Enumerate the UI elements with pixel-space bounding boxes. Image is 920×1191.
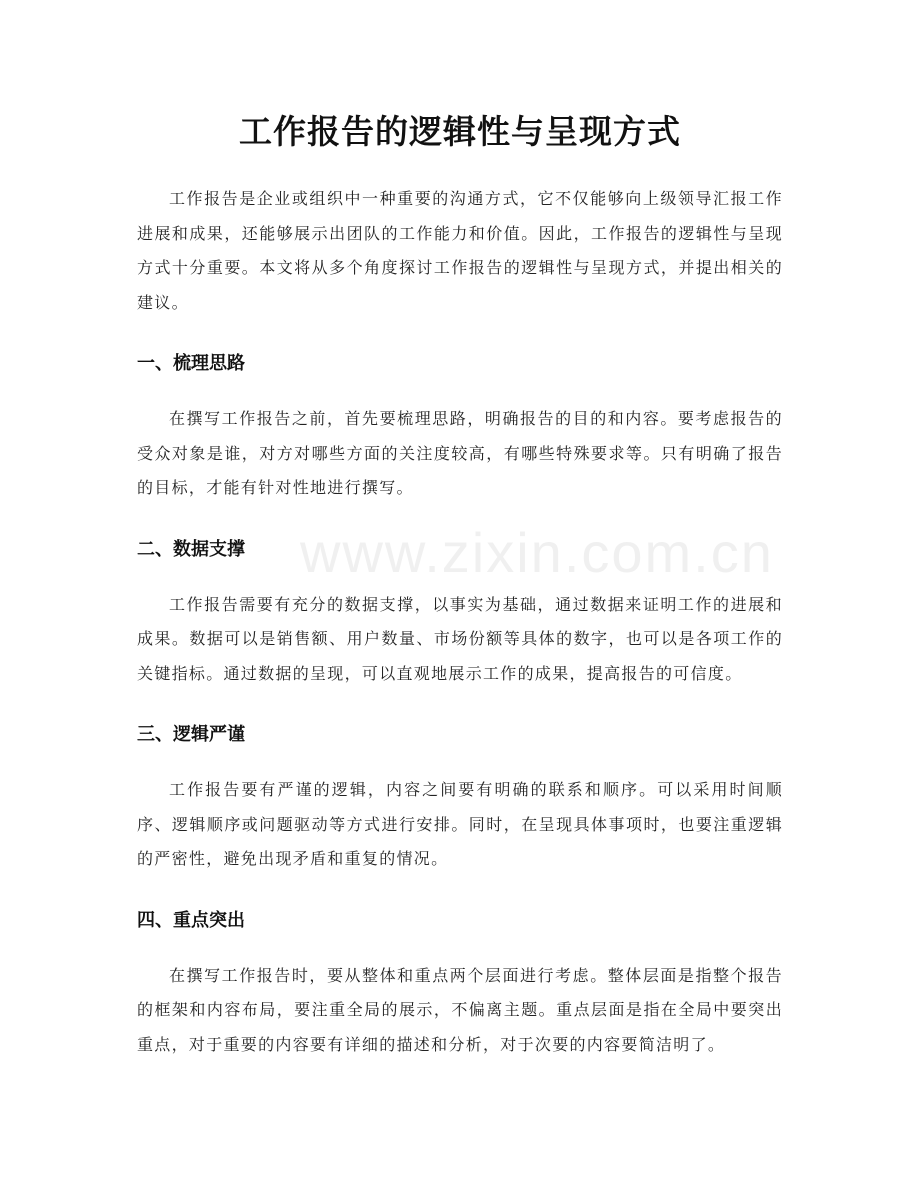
section-4 — [137, 907, 783, 1063]
document-title: 工作报告的逻辑性与呈现方式 — [239, 112, 681, 151]
watermark: www.zixin.com.cn — [300, 521, 774, 584]
section-paragraph: 在撰写工作报告之前，首先要梳理思路，明确报告的目的和内容。要考虑报告的受众对象是谁，对方对哪些方面的关注度较高，有哪些特殊要求等。只有明确了报告的目标，才能有针对性地进行撰写。 — [137, 409, 783, 497]
section-heading: 二、数据支撑 — [137, 538, 245, 560]
section-2 — [137, 536, 783, 692]
intro-paragraph: 工作报告是企业或组织中一种重要的沟通方式，它不仅能够向上级领导汇报工作进展和成果，还能够展示出团队的工作能力和价值。因此，工作报告的逻辑性与呈现方式十分重要。本文将从多个角度探讨工作报告的逻辑性与呈现方式，并提出相关的建议。 — [137, 189, 783, 312]
section-heading: 四、重点突出 — [137, 909, 245, 931]
document-body — [137, 182, 783, 1092]
section-paragraph: 在撰写工作报告时，要从整体和重点两个层面进行考虑。整体层面是指整个报告的框架和内容布局，要注重全局的展示，不偏离主题。重点层面是指在全局中要突出重点，对于重要的内容要有详细的描述和分析，对于次要的内容要简洁明了。 — [137, 965, 783, 1054]
section-1 — [137, 350, 783, 506]
section-paragraph: 工作报告要有严谨的逻辑，内容之间要有明确的联系和顺序。可以采用时间顺序、逻辑顺序或问题驱动等方式进行安排。同时，在呈现具体事项时，也要注重逻辑的严密性，避免出现矛盾和重复的情况。 — [137, 780, 783, 868]
section-paragraph: 工作报告需要有充分的数据支撑，以事实为基础，通过数据来证明工作的进展和成果。数据可以是销售额、用户数量、市场份额等具体的数字，也可以是各项工作的关键指标。通过数据的呈现，可以直观地展示工作的成果，提高报告的可信度。 — [137, 594, 783, 683]
section-heading: 三、逻辑严谨 — [137, 724, 245, 745]
section-3 — [137, 721, 783, 877]
section-heading: 一、梳理思路 — [137, 353, 245, 374]
